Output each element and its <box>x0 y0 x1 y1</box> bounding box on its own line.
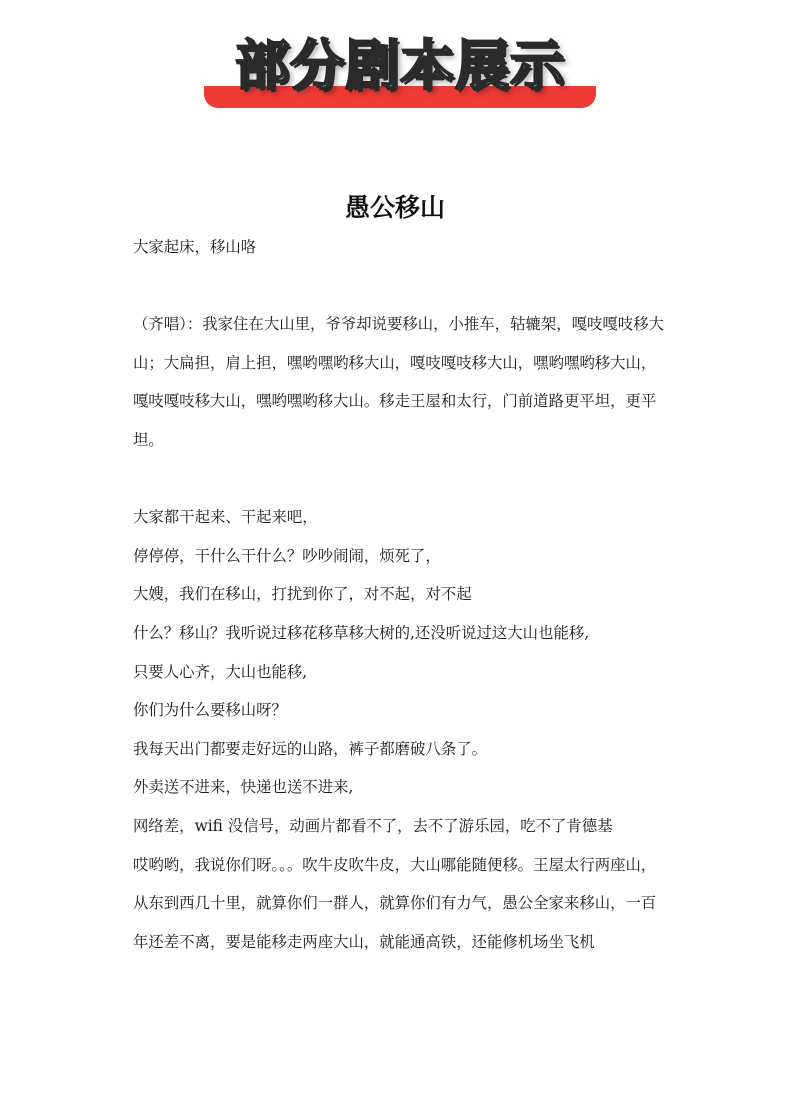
script-line: 只要人心齐，大山也能移, <box>133 662 308 681</box>
script-line: 哎哟哟，我说你们呀。。。吹牛皮吹牛皮，大山哪能随便移。王屋太行两座山，从东到西几十里，就算你们一群人，就算你们有力气，愚公全家来移山，一百年还差不离，要是能移走两座大山，就能通高铁，还能修机场坐飞机 <box>133 855 657 951</box>
script-line: 停停停，干什么干什么？吵吵闹闹，烦死了， <box>133 546 441 565</box>
script-line: 你们为什么要移山呀？ <box>133 701 287 720</box>
paragraph-gap <box>133 460 667 499</box>
script-line: 大嫂，我们在移山，打扰到你了，对不起，对不起 <box>133 585 472 604</box>
document-title: 愚公移山 <box>344 193 445 222</box>
script-line: 网络差，wifi 没信号，动画片都看不了，去不了游乐园，吃不了肯德基 <box>133 816 613 835</box>
header-banner <box>204 28 596 112</box>
script-body <box>133 228 667 961</box>
script-line: 什么？移山？我听说过移花移草移大树的,还没听说过这大山也能移, <box>133 623 590 642</box>
script-line: 我每天出门都要走好远的山路，裤子都磨破八条了。 <box>133 739 487 758</box>
script-line: （齐唱）：我家住在大山里，爷爷却说要移山，小推车，轱辘架，嘎吱嘎吱移大山；大扁担，肩上担，嘿哟嘿哟移大山，嘎吱嘎吱移大山，嘿哟嘿哟移大山，嘎吱嘎吱移大山，嘿哟嘿哟移大山。移走王屋和太行，门前道路更平坦，更平坦。 <box>133 315 664 449</box>
script-line: 大家起床，移山咯 <box>133 238 257 256</box>
paragraph-gap <box>133 267 667 306</box>
script-line: 大家都干起来、干起来吧， <box>133 508 318 527</box>
script-line: 外卖送不进来，快递也送不进来, <box>133 778 354 797</box>
banner-title: 部分剧本展示 <box>235 34 565 97</box>
